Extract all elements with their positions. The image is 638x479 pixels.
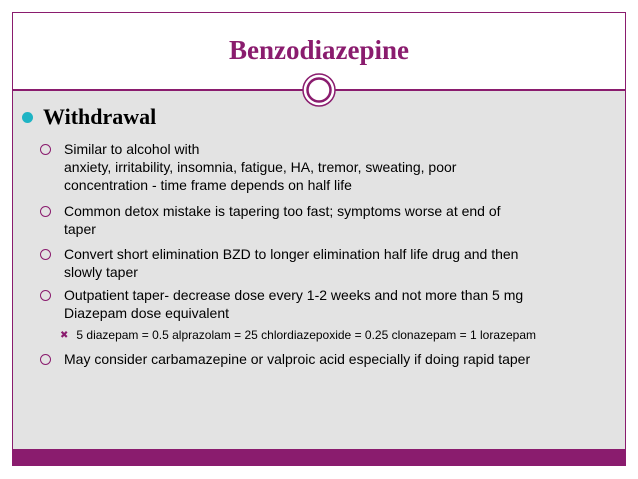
double-ring-icon <box>302 73 336 107</box>
x-mark-icon: ✖ <box>60 329 69 341</box>
list-item <box>40 286 604 322</box>
hollow-circle-icon <box>40 290 51 301</box>
list-item-line: Diazepam dose equivalent <box>64 305 229 321</box>
sub-list-item-text: 5 diazepam = 0.5 alprazolam = 25 chlordiazepoxide = 0.25 clonazepam = 1 lorazepam <box>76 328 537 342</box>
list-item <box>40 350 604 368</box>
list-item <box>40 202 604 238</box>
hollow-circle-icon <box>40 354 51 365</box>
list-item-line: anxiety, irritability, insomnia, fatigue, HA, tremor, sweating, poor <box>64 159 457 175</box>
list-item <box>40 245 604 281</box>
hollow-circle-icon <box>40 249 51 260</box>
hollow-circle-icon <box>40 144 51 155</box>
list-item-line: Similar to alcohol with <box>64 141 200 157</box>
filled-circle-icon <box>22 112 33 123</box>
list-item-line: Convert short elimination BZD to longer elimination half life drug and then <box>64 246 519 262</box>
list-item-text <box>64 350 604 368</box>
list-item-text <box>64 245 604 281</box>
hollow-circle-icon <box>40 206 51 217</box>
slide-title: Benzodiazepine <box>229 35 409 65</box>
list-item-text <box>64 140 604 194</box>
list-item-text <box>64 202 604 238</box>
slide-frame <box>12 12 626 466</box>
list-item-line: concentration - time frame depends on half life <box>64 177 352 193</box>
heading-text: Withdrawal <box>43 104 157 129</box>
list-item-text <box>64 286 604 322</box>
list-item-line: May consider carbamazepine or valproic acid especially if doing rapid taper <box>64 351 531 367</box>
heading-withdrawal <box>22 104 156 130</box>
bottom-bar <box>13 449 625 465</box>
list-item-line: Outpatient taper- decrease dose every 1-2 weeks and not more than 5 mg <box>64 287 524 303</box>
sub-list-item <box>60 328 536 342</box>
list-item-line: slowly taper <box>64 264 138 280</box>
list-item-line: taper <box>64 221 96 237</box>
list-item <box>40 140 604 194</box>
list-item-line: Common detox mistake is tapering too fast; symptoms worse at end of <box>64 203 501 219</box>
